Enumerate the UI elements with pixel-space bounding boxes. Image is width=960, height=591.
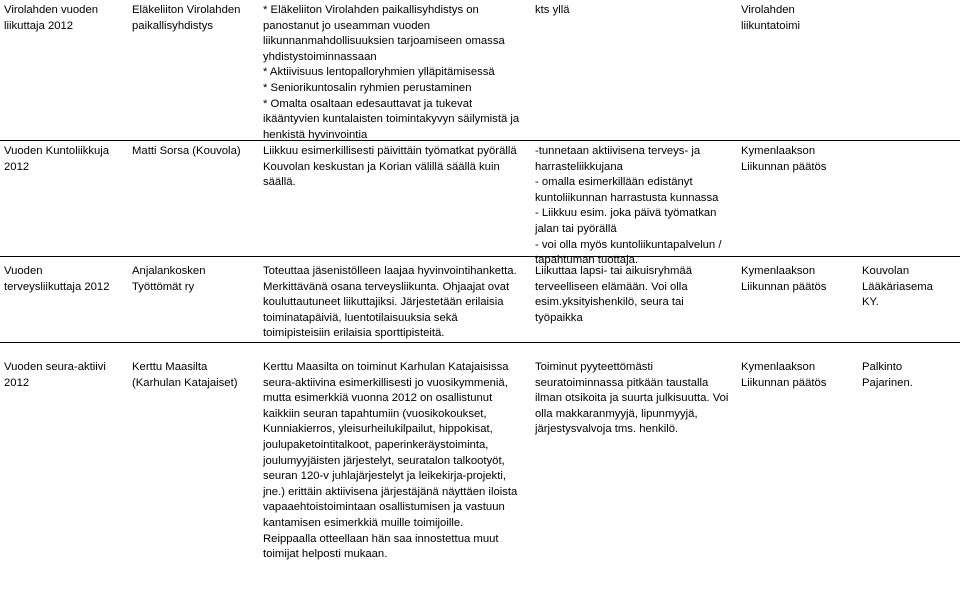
text-line: * Eläkeliiton Virolahden paikallisyhdistys on (263, 4, 479, 16)
text-line: Pajarinen. (862, 376, 913, 389)
justification-cell (263, 144, 533, 191)
text-line: - omalla esimerkillään edistänyt (535, 176, 693, 189)
text-line: Virolahden (741, 4, 795, 16)
text-line: kantamisen esimerkkiä muille toimijoille. (263, 516, 464, 529)
award-category-cell (4, 264, 128, 295)
text-line: joulumyyjäisten järjestelyt, seuratalon talkootyöt, (263, 454, 505, 467)
prize-cell (862, 264, 960, 311)
text-line: toiminatapäiviä, luentotilaisuuksia sekä (263, 311, 458, 324)
text-line: liikuntatoimi (741, 19, 801, 32)
text-line: työpaikka (535, 311, 583, 324)
text-line: terveelliseen elämään. Voi olla (535, 280, 688, 293)
text-line: (Karhulan Katajaiset) (132, 376, 238, 389)
award-category-cell (4, 144, 128, 175)
text-line: 2012 (4, 376, 30, 389)
text-line: kaikkiin seuran tapahtumiin (vuosikokoukset, (263, 407, 487, 420)
text-line: henkistä hyvinvointia (263, 128, 368, 141)
text-line: Kerttu Maasilta (132, 361, 208, 373)
criteria-cell (535, 264, 739, 326)
text-line: ilman otsikoita ja suurta julkisuutta. Voi (535, 392, 729, 405)
text-line: seura-aktiivina esimerkillisesti jo vuosikymmeniä, (263, 376, 508, 389)
text-line: mutta esimerkkiä vuonna 2012 on osallistunut (263, 392, 493, 405)
justification-cell (263, 360, 533, 563)
text-line: terveysliikuttaja 2012 (4, 280, 110, 293)
criteria-cell (535, 3, 739, 19)
text-line: liikunnanmahdollisuuksien tarjoamiseen omassa (263, 35, 505, 48)
text-line: Kouvolan keskustan ja Korian välillä säällä kuin (263, 160, 500, 173)
text-line: Kouvolan (862, 265, 910, 277)
text-line: Liikuttaa lapsi- tai aikuisryhmää (535, 265, 692, 277)
text-line: kuntoliikunnan harrastusta kunnassa (535, 191, 719, 204)
nominee-cell (132, 3, 260, 34)
text-line: Työttömät ry (132, 280, 195, 293)
text-line: -tunnetaan aktiivisena terveys- ja (535, 145, 701, 157)
nominator-cell (741, 360, 861, 391)
text-line: Vuoden Kuntoliikkuja (4, 145, 110, 157)
award-category-cell (4, 3, 128, 34)
nominee-cell (132, 144, 260, 160)
text-line: joulupaketointitalkoot, paperinkeräystoiminta, (263, 438, 489, 451)
text-line: Eläkeliiton Virolahden (132, 4, 241, 16)
text-line: Toiminut pyyteettömästi (535, 361, 654, 373)
text-line: 2012 (4, 160, 30, 173)
text-line: Virolahden vuoden (4, 4, 99, 16)
text-line: toimijat helposti mukaan. (263, 548, 388, 561)
text-line: kts yllä (535, 4, 570, 16)
table-rule (0, 342, 960, 343)
text-line: kouluttautuneet liikuttajiksi. Järjestetään erilaisia (263, 296, 504, 309)
text-line: Merkittävänä osana terveysliikunta. Ohjaajat ovat (263, 280, 510, 293)
text-line: Kunniakierros, yleisurheilukilpailut, hippokisat, (263, 423, 493, 436)
text-line: järjestysvalvoja tms. henkilö. (535, 423, 679, 436)
text-line: Vuoden seura-aktiivi (4, 361, 106, 373)
text-line: KY. (862, 296, 879, 309)
text-line: * Omalta osaltaan edesauttavat ja tukevat (263, 97, 473, 110)
prize-cell (862, 360, 960, 391)
text-line: Liikunnan päätös (741, 160, 827, 173)
text-line: * Aktiivisuus lentopalloryhmien ylläpitämisessä (263, 66, 495, 79)
text-line: yhdistystoiminnassaan (263, 50, 377, 63)
text-line: Toteuttaa jäsenistölleen laajaa hyvinvointihanketta. (263, 265, 517, 277)
text-line: Kymenlaakson (741, 361, 816, 373)
text-line: Vuoden (4, 265, 43, 277)
text-line: jalan tai pyörällä (535, 222, 617, 235)
text-line: Matti Sorsa (Kouvola) (132, 145, 241, 157)
text-line: toimipisteisiin erilaisia sporttipisteitä. (263, 327, 445, 340)
criteria-cell (535, 360, 739, 438)
nominator-cell (741, 264, 861, 295)
text-line: Lääkäriasema (862, 280, 933, 293)
text-line: Palkinto (862, 361, 903, 373)
table-rule (0, 256, 960, 257)
text-line: liikuttaja 2012 (4, 19, 74, 32)
nominee-cell (132, 360, 260, 391)
text-line: * Seniorikuntosalin ryhmien perustaminen (263, 81, 472, 94)
text-line: vapaaehtoistoimintaan osallistumisen ja vastuun (263, 501, 505, 514)
text-line: jne.) erittäin aktiivisena järjestäjänä näyttäen iloista (263, 485, 518, 498)
text-line: Liikkuu esimerkillisesti päivittäin työmatkat pyörällä (263, 145, 517, 157)
criteria-cell (535, 144, 739, 269)
text-line: Liikunnan päätös (741, 376, 827, 389)
text-line: Anjalankosken (132, 265, 206, 277)
justification-cell (263, 264, 533, 342)
text-line: Liikunnan päätös (741, 280, 827, 293)
text-line: säällä. (263, 176, 296, 189)
text-line: - Liikkuu esim. joka päivä työmatkan (535, 207, 717, 220)
justification-cell (263, 3, 533, 143)
text-line: Kymenlaakson (741, 265, 816, 277)
text-line: tapahtuman tuottaja. (535, 254, 639, 267)
text-line: ikääntyvien kuntalaisten toimintakyvyn säilymistä ja (263, 113, 520, 126)
text-line: Kerttu Maasilta on toiminut Karhulan Katajaisissa (263, 361, 509, 373)
text-line: Kymenlaakson (741, 145, 816, 157)
text-line: seuran 120-v juhlajärjestelyt ja leikekirja-projekti, (263, 470, 506, 483)
text-line: paikallisyhdistys (132, 19, 213, 32)
nominator-cell (741, 3, 861, 34)
nominator-cell (741, 144, 861, 175)
nominee-cell (132, 264, 260, 295)
text-line: - voi olla myös kuntoliikuntapalvelun / (535, 238, 722, 251)
text-line: esim.yksityishenkilö, seura tai (535, 296, 684, 309)
text-line: panostanut jo useamman vuoden (263, 19, 431, 32)
award-category-cell (4, 360, 128, 391)
text-line: seuratoiminnassa pitkään taustalla (535, 376, 709, 389)
text-line: harrasteliikkujana (535, 160, 623, 173)
text-line: olla makkaranmyyjä, lipunmyyjä, (535, 407, 698, 420)
text-line: Reippaalla otteellaan hän saa innostettua muut (263, 532, 499, 545)
